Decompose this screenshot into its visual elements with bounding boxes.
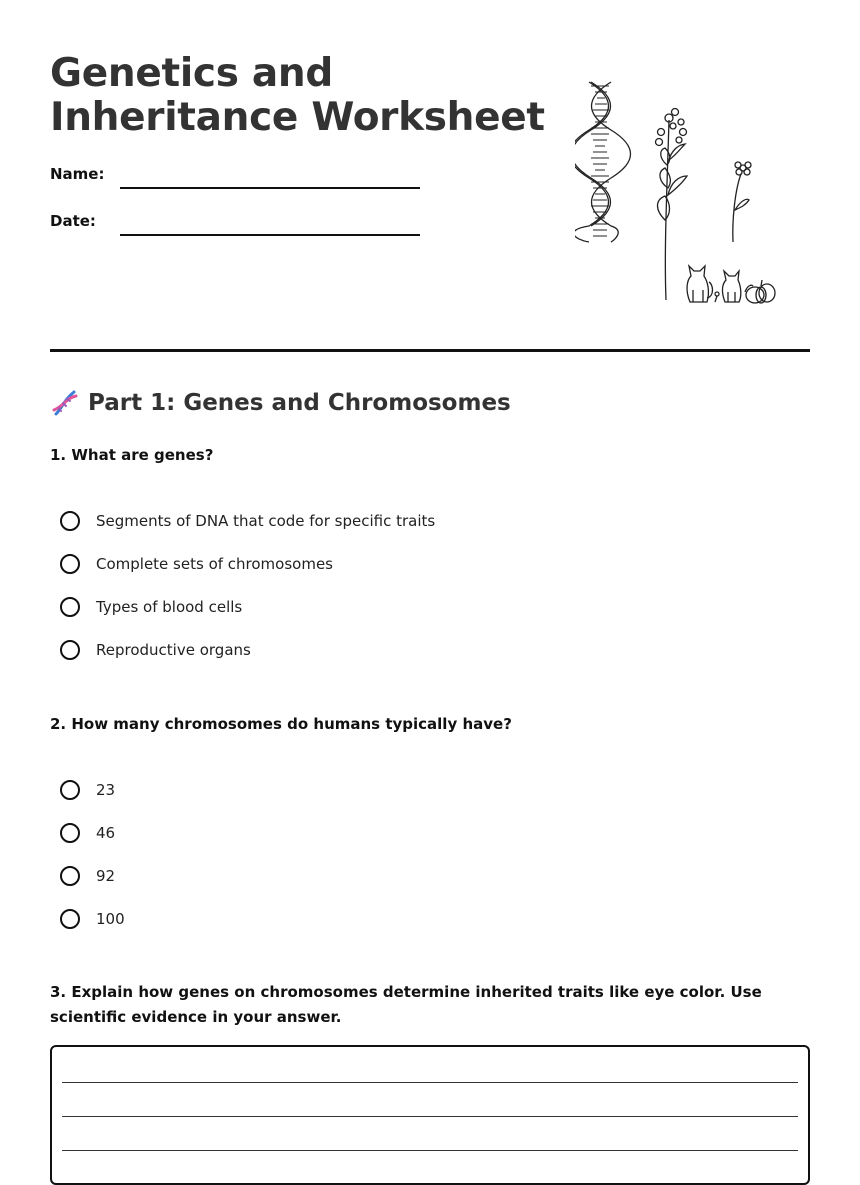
question-3: 3. Explain how genes on chromosomes determine inherited traits like eye color. Use scientific evidence in your answer. — [50, 983, 762, 1026]
header-divider — [50, 349, 810, 352]
question-1: 1. What are genes? — [50, 446, 214, 464]
option-label: 100 — [96, 910, 125, 928]
question-1-option-3[interactable] — [60, 597, 242, 617]
answer-line — [62, 1116, 798, 1117]
question-1-option-4[interactable] — [60, 640, 251, 660]
answer-line — [62, 1150, 798, 1151]
question-1-option-2[interactable] — [60, 554, 333, 574]
tall-flower-drawing — [656, 109, 688, 301]
name-field-line[interactable] — [120, 187, 420, 189]
radio-button[interactable] — [60, 909, 80, 929]
question-2-option-2[interactable] — [60, 823, 115, 843]
radio-button[interactable] — [60, 511, 80, 531]
radio-button[interactable] — [60, 866, 80, 886]
dna-helix-drawing — [575, 82, 631, 242]
question-2-option-1[interactable] — [60, 780, 115, 800]
radio-button[interactable] — [60, 823, 80, 843]
worksheet-title: Genetics and Inheritance Worksheet — [50, 51, 545, 140]
question-2-option-3[interactable] — [60, 866, 115, 886]
option-label: Complete sets of chromosomes — [96, 555, 333, 573]
radio-button[interactable] — [60, 597, 80, 617]
decorative-illustration — [575, 70, 790, 310]
option-label: Types of blood cells — [96, 598, 243, 616]
option-label: Segments of DNA that code for specific traits — [96, 512, 436, 530]
pumpkins-drawing — [745, 280, 775, 303]
cats-drawing — [687, 266, 741, 302]
question-2-option-4[interactable] — [60, 909, 125, 929]
option-label: 23 — [96, 781, 116, 799]
option-label: 92 — [96, 867, 116, 885]
radio-button[interactable] — [60, 780, 80, 800]
answer-line — [62, 1082, 798, 1083]
date-field-line[interactable] — [120, 234, 420, 236]
section-heading-part-1 — [50, 388, 511, 418]
option-label: 46 — [96, 824, 116, 842]
option-label: Reproductive organs — [96, 641, 251, 659]
date-label: Date: — [50, 212, 96, 230]
question-1-option-1[interactable] — [60, 511, 435, 531]
small-flower-drawing — [733, 162, 751, 242]
name-label: Name: — [50, 165, 105, 183]
radio-button[interactable] — [60, 554, 80, 574]
question-2: 2. How many chromosomes do humans typically have? — [50, 715, 512, 733]
dna-icon — [50, 388, 80, 418]
section-heading-text: Part 1: Genes and Chromosomes — [88, 390, 511, 416]
radio-button[interactable] — [60, 640, 80, 660]
question-3-answer-box[interactable] — [50, 1045, 810, 1185]
